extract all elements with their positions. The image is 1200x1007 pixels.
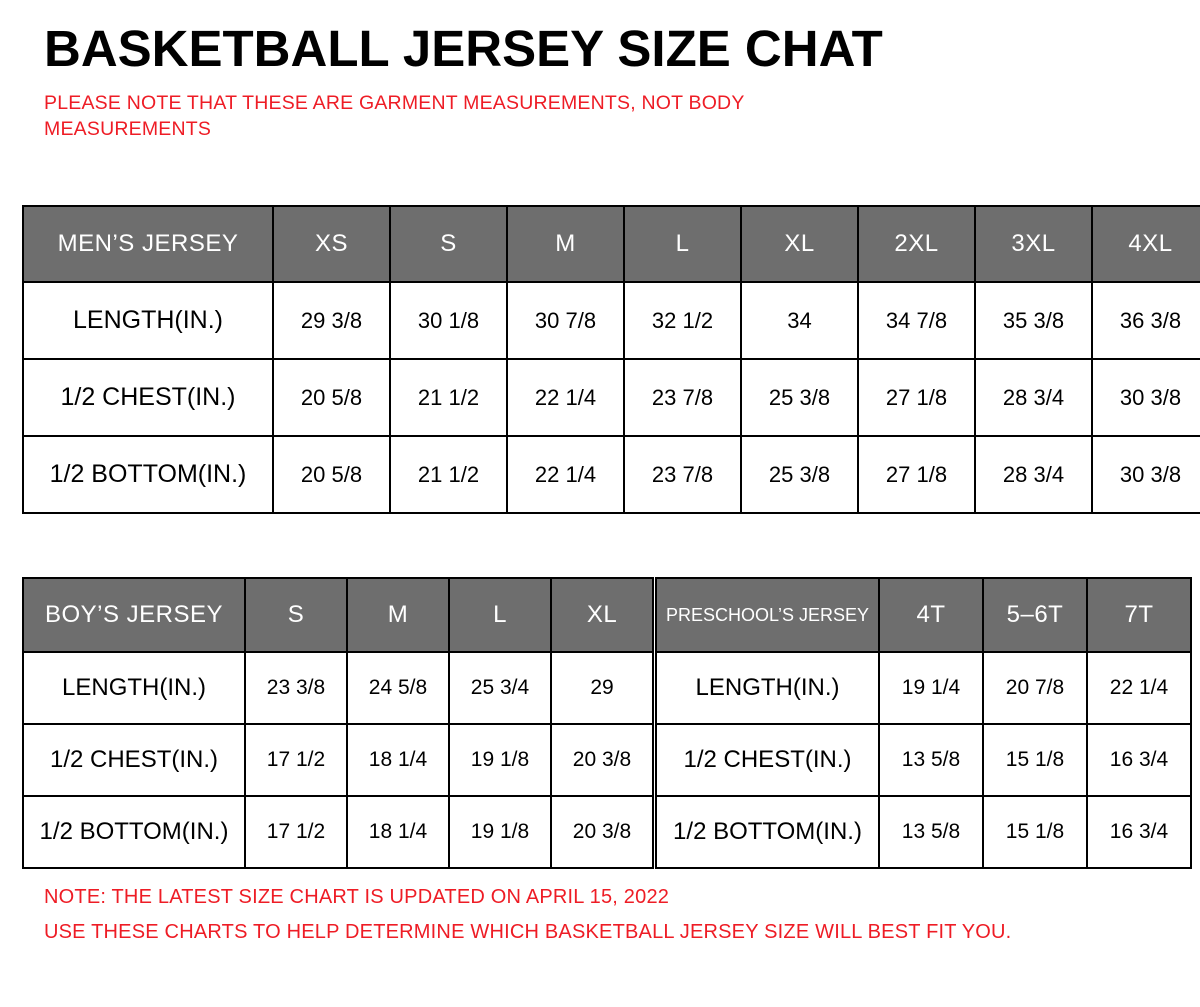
data-cell: 20 5/8 xyxy=(273,436,390,513)
data-cell: 28 3/4 xyxy=(975,359,1092,436)
row-label: 1/2 CHEST(IN.) xyxy=(656,724,879,796)
table-row xyxy=(23,436,1200,513)
data-cell: 23 3/8 xyxy=(245,652,347,724)
page-title: BASKETBALL JERSEY SIZE CHAT xyxy=(44,20,883,77)
row-label: LENGTH(IN.) xyxy=(656,652,879,724)
data-cell: 29 xyxy=(551,652,653,724)
data-cell: 17 1/2 xyxy=(245,724,347,796)
footer-notes xyxy=(44,880,1011,950)
data-cell: 30 7/8 xyxy=(507,282,624,359)
data-cell: 15 1/8 xyxy=(983,796,1087,868)
row-label: 1/2 BOTTOM(IN.) xyxy=(23,796,245,868)
table-row xyxy=(23,796,653,868)
preschool-size-header: 5–6T xyxy=(983,578,1087,652)
row-label: LENGTH(IN.) xyxy=(23,652,245,724)
mens-size-header: L xyxy=(624,206,741,282)
footer-note-update: NOTE: THE LATEST SIZE CHART IS UPDATED ON APRIL 15, 2022 xyxy=(44,886,670,908)
boys-size-header: L xyxy=(449,578,551,652)
data-cell: 19 1/4 xyxy=(879,652,983,724)
data-cell: 13 5/8 xyxy=(879,796,983,868)
mens-jersey-table-wrapper xyxy=(22,205,1200,514)
table-header-row xyxy=(23,578,653,652)
mens-size-header: M xyxy=(507,206,624,282)
boys-corner-label: BOY’S JERSEY xyxy=(23,578,245,652)
table-row xyxy=(656,724,1191,796)
table-row xyxy=(23,359,1200,436)
preschool-jersey-table-wrapper xyxy=(655,577,1192,869)
mens-size-header: XL xyxy=(741,206,858,282)
table-row xyxy=(656,796,1191,868)
data-cell: 34 xyxy=(741,282,858,359)
data-cell: 24 5/8 xyxy=(347,652,449,724)
data-cell: 18 1/4 xyxy=(347,724,449,796)
row-label: 1/2 CHEST(IN.) xyxy=(23,724,245,796)
data-cell: 23 7/8 xyxy=(624,359,741,436)
preschool-size-header: 7T xyxy=(1087,578,1191,652)
mens-jersey-table xyxy=(22,205,1200,514)
data-cell: 25 3/8 xyxy=(741,436,858,513)
data-cell: 34 7/8 xyxy=(858,282,975,359)
boys-jersey-table-wrapper xyxy=(22,577,654,869)
preschool-corner-label: PRESCHOOL’S JERSEY xyxy=(656,578,879,652)
data-cell: 18 1/4 xyxy=(347,796,449,868)
row-label: LENGTH(IN.) xyxy=(23,282,273,359)
boys-jersey-table xyxy=(22,577,654,869)
data-cell: 22 1/4 xyxy=(1087,652,1191,724)
boys-size-header: M xyxy=(347,578,449,652)
data-cell: 25 3/4 xyxy=(449,652,551,724)
data-cell: 35 3/8 xyxy=(975,282,1092,359)
data-cell: 15 1/8 xyxy=(983,724,1087,796)
row-label: 1/2 CHEST(IN.) xyxy=(23,359,273,436)
data-cell: 20 7/8 xyxy=(983,652,1087,724)
boys-size-header: S xyxy=(245,578,347,652)
table-row xyxy=(23,282,1200,359)
data-cell: 20 3/8 xyxy=(551,796,653,868)
data-cell: 25 3/8 xyxy=(741,359,858,436)
garment-measurement-note: PLEASE NOTE THAT THESE ARE GARMENT MEASUREMENTS, NOT BODY MEASUREMENTS xyxy=(44,91,745,140)
data-cell: 19 1/8 xyxy=(449,796,551,868)
data-cell: 30 3/8 xyxy=(1092,359,1200,436)
mens-size-header: 4XL xyxy=(1092,206,1200,282)
row-label: 1/2 BOTTOM(IN.) xyxy=(656,796,879,868)
data-cell: 30 3/8 xyxy=(1092,436,1200,513)
data-cell: 21 1/2 xyxy=(390,436,507,513)
footer-note-usage: USE THESE CHARTS TO HELP DETERMINE WHICH BASKETBALL JERSEY SIZE WILL BEST FIT YOU. xyxy=(44,921,1012,943)
data-cell: 17 1/2 xyxy=(245,796,347,868)
data-cell: 29 3/8 xyxy=(273,282,390,359)
data-cell: 20 3/8 xyxy=(551,724,653,796)
table-row xyxy=(23,724,653,796)
mens-size-header: 3XL xyxy=(975,206,1092,282)
data-cell: 21 1/2 xyxy=(390,359,507,436)
data-cell: 32 1/2 xyxy=(624,282,741,359)
data-cell: 16 3/4 xyxy=(1087,796,1191,868)
table-row xyxy=(23,652,653,724)
data-cell: 13 5/8 xyxy=(879,724,983,796)
table-header-row xyxy=(23,206,1200,282)
data-cell: 16 3/4 xyxy=(1087,724,1191,796)
mens-corner-label: MEN’S JERSEY xyxy=(23,206,273,282)
data-cell: 30 1/8 xyxy=(390,282,507,359)
data-cell: 28 3/4 xyxy=(975,436,1092,513)
mens-size-header: 2XL xyxy=(858,206,975,282)
table-row xyxy=(656,652,1191,724)
data-cell: 22 1/4 xyxy=(507,436,624,513)
data-cell: 20 5/8 xyxy=(273,359,390,436)
data-cell: 23 7/8 xyxy=(624,436,741,513)
row-label: 1/2 BOTTOM(IN.) xyxy=(23,436,273,513)
data-cell: 27 1/8 xyxy=(858,359,975,436)
data-cell: 22 1/4 xyxy=(507,359,624,436)
preschool-jersey-table xyxy=(655,577,1192,869)
mens-size-header: S xyxy=(390,206,507,282)
preschool-size-header: 4T xyxy=(879,578,983,652)
data-cell: 19 1/8 xyxy=(449,724,551,796)
boys-size-header: XL xyxy=(551,578,653,652)
data-cell: 27 1/8 xyxy=(858,436,975,513)
table-header-row xyxy=(656,578,1191,652)
mens-size-header: XS xyxy=(273,206,390,282)
data-cell: 36 3/8 xyxy=(1092,282,1200,359)
